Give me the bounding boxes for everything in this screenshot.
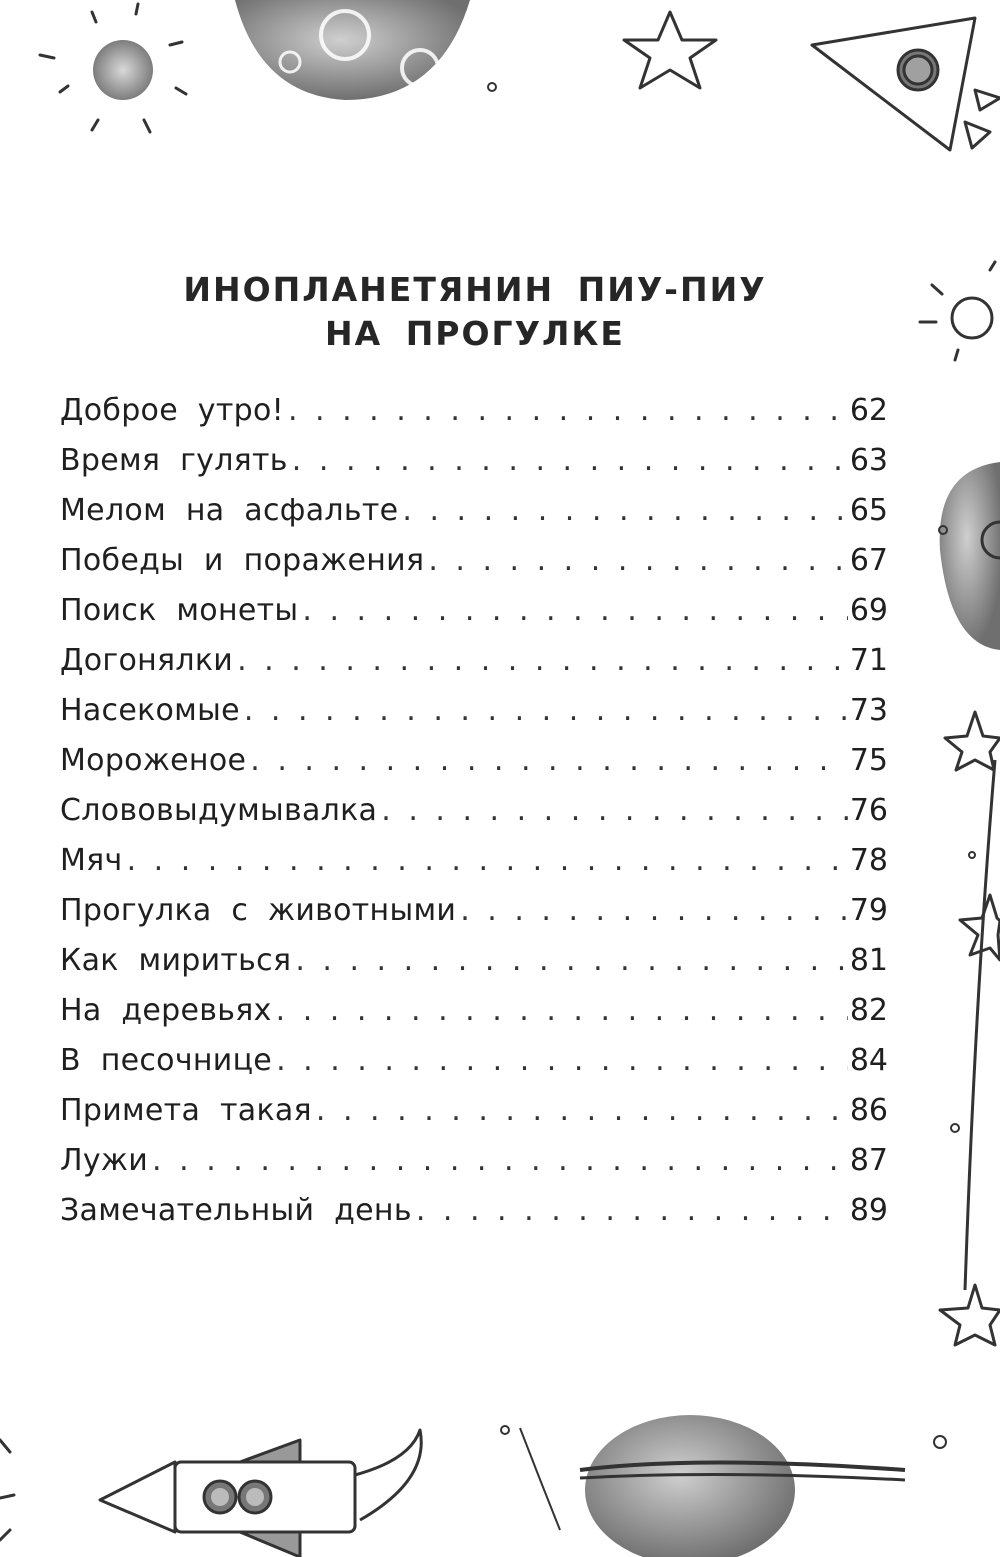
toc-entry-title: Примета такая bbox=[60, 1093, 312, 1128]
toc-entry-title: Победы и поражения bbox=[60, 543, 425, 578]
toc-entry-title: Поиск монеты bbox=[60, 593, 299, 628]
leader-dots bbox=[240, 686, 848, 736]
toc-entry bbox=[60, 886, 888, 936]
saturn-icon bbox=[580, 1415, 905, 1557]
sun-icon-bottom bbox=[0, 1440, 14, 1540]
planet-icon bbox=[235, 0, 470, 100]
toc-entry-title: Догонялки bbox=[60, 643, 234, 678]
toc-entry-page: 82 bbox=[849, 993, 888, 1028]
toc-entry-title: Мяч bbox=[60, 843, 123, 878]
toc-entry bbox=[60, 386, 888, 436]
star-icon bbox=[624, 12, 716, 88]
toc-entry-page: 75 bbox=[849, 743, 888, 778]
toc-entry bbox=[60, 786, 888, 836]
section-title bbox=[0, 268, 950, 356]
toc-entry-title: Мелом на асфальте bbox=[60, 493, 399, 528]
leader-dots bbox=[424, 536, 848, 586]
planet-icon-right bbox=[940, 462, 1000, 650]
toc-entry-title: Как мириться bbox=[60, 943, 292, 978]
toc-entry-page: 67 bbox=[849, 543, 888, 578]
dot-icon bbox=[934, 1436, 946, 1448]
leader-dots bbox=[312, 1086, 848, 1136]
toc-entry bbox=[60, 636, 888, 686]
toc-entry bbox=[60, 1036, 888, 1086]
toc-entry bbox=[60, 936, 888, 986]
toc-entry-page: 78 bbox=[849, 843, 888, 878]
toc-entry bbox=[60, 1086, 888, 1136]
leader-dots bbox=[272, 986, 848, 1036]
toc-entry-page: 63 bbox=[849, 443, 888, 478]
leader-dots bbox=[288, 436, 848, 486]
toc-entry bbox=[60, 1186, 888, 1236]
leader-dots bbox=[272, 1036, 848, 1086]
toc-entry-title: Доброе утро! bbox=[60, 393, 284, 428]
toc-entry-title: Лужи bbox=[60, 1143, 149, 1178]
toc-entry-page: 86 bbox=[849, 1093, 888, 1128]
toc-entry-title: Прогулка с животными bbox=[60, 893, 457, 928]
toc-entry bbox=[60, 836, 888, 886]
section-title-line-1: ИНОПЛАНЕТЯНИН ПИУ-ПИУ bbox=[183, 270, 767, 309]
dot-icon bbox=[969, 852, 975, 858]
toc-entry-page: 65 bbox=[849, 493, 888, 528]
toc-entry-page: 73 bbox=[849, 693, 888, 728]
toc-entry-page: 79 bbox=[849, 893, 888, 928]
star-icon bbox=[945, 712, 1000, 770]
toc-entry bbox=[60, 736, 888, 786]
leader-dots bbox=[233, 636, 848, 686]
leader-dots bbox=[148, 1136, 848, 1186]
star-icon bbox=[940, 1285, 1000, 1345]
toc-entry-page: 81 bbox=[849, 943, 888, 978]
toc-entry bbox=[60, 486, 888, 536]
toc-entry-title: На деревьях bbox=[60, 993, 272, 1028]
toc-entry-page: 89 bbox=[849, 1193, 888, 1228]
toc-entry-title: Насекомые bbox=[60, 693, 240, 728]
leader-dots bbox=[291, 936, 848, 986]
leader-dots bbox=[246, 736, 848, 786]
toc-entry-page: 84 bbox=[849, 1043, 888, 1078]
leader-dots bbox=[123, 836, 848, 886]
toc-entry-page: 76 bbox=[849, 793, 888, 828]
string-line bbox=[965, 760, 995, 1290]
dot-icon bbox=[488, 83, 496, 91]
toc-entry bbox=[60, 1136, 888, 1186]
toc-entry bbox=[60, 986, 888, 1036]
toc-entry bbox=[60, 686, 888, 736]
toc-entry-title: Время гулять bbox=[60, 443, 288, 478]
toc-entry-page: 62 bbox=[849, 393, 888, 428]
toc-entry-title: Слововыдумывалка bbox=[60, 793, 378, 828]
dot-icon bbox=[951, 1124, 959, 1132]
toc-entry bbox=[60, 536, 888, 586]
rocket-icon bbox=[812, 18, 1000, 150]
toc-entry-title: Мороженое bbox=[60, 743, 247, 778]
leader-dots bbox=[377, 786, 848, 836]
rocket-icon-bottom bbox=[100, 1430, 421, 1557]
toc-entry-page: 87 bbox=[849, 1143, 888, 1178]
orbit-line bbox=[520, 1428, 560, 1530]
toc-entry-page: 71 bbox=[849, 643, 888, 678]
leader-dots bbox=[298, 586, 848, 636]
leader-dots bbox=[456, 886, 848, 936]
toc-entry bbox=[60, 436, 888, 486]
leader-dots bbox=[412, 1186, 848, 1236]
toc-entry-title: В песочнице bbox=[60, 1043, 273, 1078]
leader-dots bbox=[398, 486, 848, 536]
sun-icon bbox=[40, 4, 186, 132]
toc-entry bbox=[60, 586, 888, 636]
toc-entry-title: Замечательный день bbox=[60, 1193, 412, 1228]
dot-icon bbox=[501, 1426, 509, 1434]
table-of-contents bbox=[60, 386, 888, 1236]
toc-entry-page: 69 bbox=[849, 593, 888, 628]
leader-dots bbox=[284, 386, 848, 436]
section-title-line-2: НА ПРОГУЛКЕ bbox=[325, 314, 625, 353]
